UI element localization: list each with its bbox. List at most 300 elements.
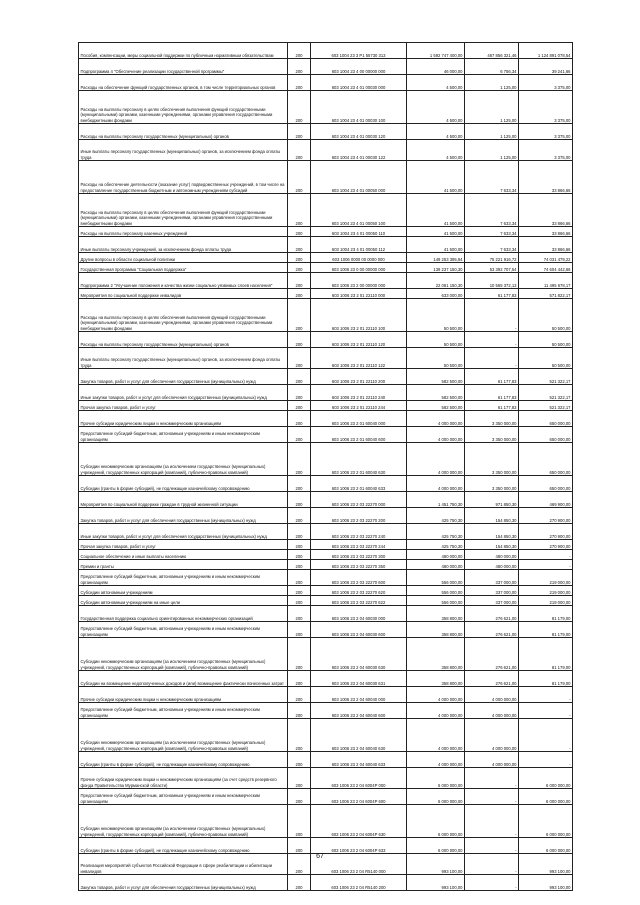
row-kbk-cell: 603 1006 23 2 03 22270 600 (311, 570, 407, 586)
row-executed-cell: 7 633,34 (465, 237, 519, 253)
row-executed-cell: 1 125,00 (465, 124, 519, 140)
row-name-cell: Закупка товаров, работ и услуг для обеспечения государственных (муниципальных) нужд (79, 369, 288, 385)
row-approved-cell: 149 253 395,94 (407, 253, 465, 263)
table-row (79, 540, 573, 550)
budget-report-page (78, 42, 572, 891)
row-kbk-cell: 603 1006 23 2 03 22270 300 (311, 550, 407, 560)
row-code-cell: 200 (288, 789, 311, 805)
row-kbk-cell: 603 1006 23 2 01 22110 240 (311, 385, 407, 401)
row-kbk-cell: 603 1006 23 2 04 6004Р 000 (311, 768, 407, 789)
row-executed-cell: 4 000 000,00 (465, 752, 519, 768)
table-row (79, 622, 573, 638)
row-remaining-cell: 3 375,00 (519, 140, 573, 161)
row-code-cell: 200 (288, 570, 311, 586)
row-name-cell: Расходы на выплаты персоналу казенных учреждений (79, 227, 288, 237)
row-code-cell: 200 (288, 596, 311, 606)
row-code-cell: 200 (288, 253, 311, 263)
row-executed-cell: 154 850,30 (465, 508, 519, 524)
row-code-cell: 200 (288, 752, 311, 768)
page-number: 67 (316, 853, 324, 860)
row-name-cell: Мероприятия по социальной поддержке инвалидов (79, 289, 288, 299)
row-approved-cell: 4 000 000,00 (407, 687, 465, 703)
row-name-cell: Подпрограмма 4 "Обеспечение реализации государственной программы" (79, 59, 288, 75)
row-code-cell: 200 (288, 550, 311, 560)
row-code-cell: 200 (288, 124, 311, 140)
row-code-cell: 200 (288, 476, 311, 492)
table-row (79, 348, 573, 369)
row-remaining-cell: 219 000,00 (519, 586, 573, 596)
row-kbk-cell: 603 1006 0000 00 0000 000 (311, 253, 407, 263)
row-executed-cell: - (465, 805, 519, 838)
row-remaining-cell: - (519, 719, 573, 752)
row-code-cell: 200 (288, 263, 311, 273)
row-code-cell: 200 (288, 875, 311, 891)
row-code-cell: 200 (288, 237, 311, 253)
row-kbk-cell: 603 1006 23 2 04 60030 000 (311, 606, 407, 622)
row-remaining-cell: 33 866,66 (519, 237, 573, 253)
row-executed-cell: - (465, 348, 519, 369)
row-name-cell: Предоставление субсидий бюджетным, автономным учреждениям и иным некоммерческим организациям (79, 427, 288, 443)
row-executed-cell: 4 000 000,00 (465, 687, 519, 703)
row-kbk-cell: 603 1004 23 4 01 00030 000 (311, 75, 407, 91)
table-row (79, 401, 573, 411)
row-name-cell: Иные выплаты персоналу государственных (муниципальных) органов, за исключением фонда оплаты труда (79, 348, 288, 369)
row-remaining-cell: 270 900,00 (519, 524, 573, 540)
table-row (79, 443, 573, 476)
row-approved-cell: 556 000,00 (407, 586, 465, 596)
row-kbk-cell: 603 1006 23 2 04 60030 600 (311, 622, 407, 638)
table-row (79, 671, 573, 687)
row-name-cell: Расходы на обеспечение функций государственных органов, в том числе территориальных органов (79, 75, 288, 91)
row-kbk-cell: 603 1006 23 2 04 60040 630 (311, 719, 407, 752)
row-name-cell: Прочая закупка товаров, работ и услуг (79, 540, 288, 550)
row-name-cell: Субсидии автономным учреждениям (79, 586, 288, 596)
row-kbk-cell: 603 1006 23 2 04 6004Р 600 (311, 789, 407, 805)
row-approved-cell: 22 061 150,30 (407, 273, 465, 289)
row-executed-cell: 276 621,00 (465, 638, 519, 671)
row-executed-cell: 7 633,34 (465, 194, 519, 227)
row-name-cell: Субсидии автономным учреждениям на иные цели (79, 596, 288, 606)
row-name-cell: Предоставление субсидий бюджетным, автономным учреждениям и иным некоммерческим организациям (79, 570, 288, 586)
row-code-cell: 200 (288, 385, 311, 401)
row-code-cell: 200 (288, 606, 311, 622)
row-executed-cell: 53 392 707,54 (465, 263, 519, 273)
row-approved-cell: 633 000,00 (407, 289, 465, 299)
row-name-cell: Иные выплаты персоналу государственных (муниципальных) органов, за исключением фонда оплаты труда (79, 140, 288, 161)
row-remaining-cell: 521 322,17 (519, 385, 573, 401)
row-kbk-cell: 603 1006 23 2 04 60040 600 (311, 703, 407, 719)
row-code-cell: 200 (288, 671, 311, 687)
row-kbk-cell: 603 1004 23 4 01 00050 112 (311, 237, 407, 253)
row-kbk-cell: 603 1006 23 2 01 22110 122 (311, 348, 407, 369)
row-code-cell: 200 (288, 540, 311, 550)
row-code-cell: 200 (288, 427, 311, 443)
row-remaining-cell: 81 179,00 (519, 671, 573, 687)
row-approved-cell: 6 000 000,00 (407, 789, 465, 805)
row-approved-cell: 41 500,00 (407, 194, 465, 227)
table-row (79, 194, 573, 227)
row-code-cell: 200 (288, 524, 311, 540)
table-row (79, 59, 573, 75)
row-kbk-cell: 603 1006 23 2 04 60030 631 (311, 671, 407, 687)
row-approved-cell: 6 000 000,00 (407, 805, 465, 838)
table-row (79, 805, 573, 838)
row-executed-cell: 10 565 372,13 (465, 273, 519, 289)
row-kbk-cell: 603 1004 23 4 01 00030 122 (311, 140, 407, 161)
table-row (79, 91, 573, 124)
row-executed-cell: 480 000,00 (465, 550, 519, 560)
row-code-cell: 200 (288, 508, 311, 524)
row-approved-cell: 993 100,00 (407, 875, 465, 891)
table-row (79, 227, 573, 237)
row-approved-cell: 4 000 000,00 (407, 427, 465, 443)
row-name-cell: Субсидии некоммерческим организациям (за исключением государственных (муниципальных) учреждений, государственных корпораций (компаний), публично-правовых компаний) (79, 719, 288, 752)
row-kbk-cell: 603 1006 23 2 01 22110 200 (311, 369, 407, 385)
row-remaining-cell: 270 900,00 (519, 508, 573, 524)
row-kbk-cell: 603 1006 23 2 01 22110 120 (311, 332, 407, 348)
row-remaining-cell: 469 900,00 (519, 492, 573, 508)
table-row (79, 596, 573, 606)
row-remaining-cell: 650 000,00 (519, 476, 573, 492)
row-code-cell: 200 (288, 299, 311, 332)
row-executed-cell: 4 000 000,00 (465, 703, 519, 719)
row-approved-cell: 582 500,00 (407, 369, 465, 385)
row-approved-cell: 358 800,00 (407, 622, 465, 638)
row-executed-cell: 7 633,34 (465, 161, 519, 194)
row-remaining-cell: - (519, 560, 573, 570)
table-row (79, 289, 573, 299)
table-row (79, 838, 573, 854)
row-code-cell: 200 (288, 703, 311, 719)
row-kbk-cell: 603 1006 23 2 03 22270 240 (311, 524, 407, 540)
row-approved-cell: 50 500,00 (407, 348, 465, 369)
row-code-cell: 200 (288, 59, 311, 75)
table-row (79, 75, 573, 91)
row-code-cell: 200 (288, 560, 311, 570)
row-approved-cell: 4 000 000,00 (407, 719, 465, 752)
table-row (79, 789, 573, 805)
table-row (79, 140, 573, 161)
row-remaining-cell: 3 375,00 (519, 124, 573, 140)
row-approved-cell: 358 800,00 (407, 671, 465, 687)
table-row (79, 237, 573, 253)
row-executed-cell: 6 756,34 (465, 59, 519, 75)
row-approved-cell: 1 451 750,30 (407, 492, 465, 508)
row-name-cell: Закупка товаров, работ и услуг для обеспечения государственных (муниципальных) нужд (79, 508, 288, 524)
row-kbk-cell: 603 1006 23 2 03 22270 620 (311, 586, 407, 596)
row-code-cell: 200 (288, 622, 311, 638)
table-row (79, 586, 573, 596)
row-remaining-cell: 74 031 479,22 (519, 253, 573, 263)
table-row (79, 263, 573, 273)
row-name-cell: Подпрограмма 2 "Улучшение положения и качества жизни социально уязвимых слоев населения" (79, 273, 288, 289)
table-row (79, 43, 573, 59)
table-row (79, 161, 573, 194)
row-kbk-cell: 603 1006 23 2 04 60030 630 (311, 638, 407, 671)
row-kbk-cell: 603 1006 23 2 00 00000 000 (311, 273, 407, 289)
row-remaining-cell: 1 124 891 078,54 (519, 43, 573, 59)
row-executed-cell: 276 621,00 (465, 622, 519, 638)
row-name-cell: Государственная поддержка социально ориентированных некоммерческих организаций (79, 606, 288, 622)
row-kbk-cell: 603 1004 23 4 01 00050 000 (311, 161, 407, 194)
row-remaining-cell: 33 866,66 (519, 161, 573, 194)
table-row (79, 560, 573, 570)
row-name-cell: Пособия, компенсации, меры социальной поддержки по публичным нормативным обязательствам (79, 43, 288, 59)
row-executed-cell: 467 856 321,46 (465, 43, 519, 59)
row-remaining-cell: 6 000 000,00 (519, 789, 573, 805)
row-executed-cell: 4 000 000,00 (465, 719, 519, 752)
row-remaining-cell: 6 000 000,00 (519, 768, 573, 789)
row-approved-cell: 50 500,00 (407, 332, 465, 348)
row-kbk-cell: 603 1006 23 2 04 R5140 200 (311, 875, 407, 891)
row-executed-cell: 3 350 000,00 (465, 427, 519, 443)
row-remaining-cell: - (519, 752, 573, 768)
row-approved-cell: 556 000,00 (407, 570, 465, 586)
row-remaining-cell: 81 179,00 (519, 638, 573, 671)
row-kbk-cell: 603 1006 23 2 04 6004Р 630 (311, 805, 407, 838)
row-code-cell: 200 (288, 273, 311, 289)
row-name-cell: Субсидии (гранты в форме субсидий), не подлежащие казначейскому сопровождению (79, 752, 288, 768)
row-approved-cell: 41 500,00 (407, 161, 465, 194)
row-approved-cell: 480 000,00 (407, 550, 465, 560)
row-name-cell: Предоставление субсидий бюджетным, автономным учреждениям и иным некоммерческим организациям (79, 703, 288, 719)
row-remaining-cell: 81 179,00 (519, 622, 573, 638)
table-row (79, 752, 573, 768)
row-kbk-cell: 603 1006 23 2 01 60040 630 (311, 443, 407, 476)
table-row (79, 385, 573, 401)
table-row (79, 550, 573, 560)
row-code-cell: 200 (288, 411, 311, 427)
table-row (79, 524, 573, 540)
row-executed-cell: 75 221 916,72 (465, 253, 519, 263)
row-executed-cell: 61 177,83 (465, 369, 519, 385)
row-approved-cell: 6 000 000,00 (407, 768, 465, 789)
row-approved-cell: 4 500,00 (407, 75, 465, 91)
row-remaining-cell: 650 000,00 (519, 443, 573, 476)
row-approved-cell: 358 800,00 (407, 606, 465, 622)
row-kbk-cell: 603 1006 23 2 04 6004Р 633 (311, 838, 407, 854)
row-remaining-cell: 6 000 000,00 (519, 805, 573, 838)
row-approved-cell: 4 500,00 (407, 140, 465, 161)
row-name-cell: Субсидии некоммерческим организациям (за исключением государственных (муниципальных) учреждений, государственных корпораций (компаний), публично-правовых компаний) (79, 805, 288, 838)
table-row (79, 719, 573, 752)
row-remaining-cell: 219 000,00 (519, 596, 573, 606)
row-approved-cell: 425 750,30 (407, 540, 465, 550)
row-code-cell: 200 (288, 75, 311, 91)
row-kbk-cell: 603 1006 23 2 01 22110 000 (311, 289, 407, 299)
row-name-cell: Другие вопросы в области социальной политики (79, 253, 288, 263)
row-remaining-cell: 270 900,00 (519, 540, 573, 550)
row-kbk-cell: 603 1006 23 2 04 R5140 000 (311, 854, 407, 875)
row-executed-cell: 276 621,00 (465, 606, 519, 622)
row-remaining-cell: 521 322,17 (519, 369, 573, 385)
row-kbk-cell: 603 1004 23 3 P1 55730 313 (311, 43, 407, 59)
row-executed-cell: 3 350 000,00 (465, 476, 519, 492)
table-row (79, 253, 573, 263)
row-remaining-cell: 3 375,00 (519, 91, 573, 124)
table-row (79, 703, 573, 719)
row-remaining-cell: 571 822,17 (519, 289, 573, 299)
row-approved-cell: 582 500,00 (407, 401, 465, 411)
row-executed-cell: 971 850,30 (465, 492, 519, 508)
row-name-cell: Иные закупки товаров, работ и услуг для обеспечения государственных (муниципальных) нужд (79, 385, 288, 401)
row-kbk-cell: 603 1004 23 4 01 00030 120 (311, 124, 407, 140)
table-row (79, 411, 573, 427)
row-remaining-cell: 993 100,00 (519, 875, 573, 891)
row-name-cell: Государственная программа "Социальная поддержка" (79, 263, 288, 273)
row-approved-cell: 1 592 747 400,00 (407, 43, 465, 59)
row-code-cell: 200 (288, 768, 311, 789)
row-name-cell: Прочие субсидии юридическим лицам и некоммерческим организациям (за счет средств резервного фонда Правительства Мурманской области) (79, 768, 288, 789)
row-approved-cell: 4 000 000,00 (407, 703, 465, 719)
row-kbk-cell: 603 1004 23 4 01 00030 100 (311, 91, 407, 124)
row-approved-cell: 425 750,30 (407, 524, 465, 540)
row-name-cell: Прочие субсидии юридическим лицам и некоммерческим организациям (79, 411, 288, 427)
row-remaining-cell: 50 500,00 (519, 332, 573, 348)
row-approved-cell: 139 237 150,30 (407, 263, 465, 273)
row-executed-cell: 1 125,00 (465, 75, 519, 91)
row-remaining-cell: 993 100,00 (519, 854, 573, 875)
row-executed-cell: - (465, 299, 519, 332)
row-kbk-cell: 603 1006 23 0 00 00000 000 (311, 263, 407, 273)
row-approved-cell: 4 500,00 (407, 91, 465, 124)
row-remaining-cell: - (519, 703, 573, 719)
row-kbk-cell: 603 1006 23 2 01 22110 244 (311, 401, 407, 411)
row-approved-cell: 41 500,00 (407, 237, 465, 253)
row-executed-cell: 1 125,00 (465, 140, 519, 161)
row-name-cell: Субсидии (гранты в форме субсидий), не подлежащие казначейскому сопровождению (79, 838, 288, 854)
row-code-cell: 200 (288, 161, 311, 194)
row-approved-cell: 46 000,00 (407, 59, 465, 75)
row-executed-cell: - (465, 768, 519, 789)
row-code-cell: 200 (288, 492, 311, 508)
table-row (79, 299, 573, 332)
row-approved-cell: 4 000 000,00 (407, 443, 465, 476)
row-code-cell: 200 (288, 289, 311, 299)
row-name-cell: Расходы на выплаты персоналу государственных (муниципальных) органов (79, 332, 288, 348)
row-approved-cell: 480 000,00 (407, 560, 465, 570)
row-code-cell: 200 (288, 586, 311, 596)
row-name-cell: Расходы на выплаты персоналу в целях обеспечения выполнения функций государственными (муниципальными) органами, казенными учреждениями, органами управления государственными внебюджетными фондами (79, 299, 288, 332)
row-approved-cell: 4 000 000,00 (407, 411, 465, 427)
table-row (79, 875, 573, 891)
row-code-cell: 200 (288, 638, 311, 671)
row-approved-cell: 41 500,00 (407, 227, 465, 237)
table-row (79, 768, 573, 789)
row-executed-cell: - (465, 838, 519, 854)
row-code-cell: 200 (288, 369, 311, 385)
row-executed-cell: 3 350 000,00 (465, 411, 519, 427)
row-executed-cell: 3 350 000,00 (465, 443, 519, 476)
row-kbk-cell: 603 1006 23 2 03 22270 200 (311, 508, 407, 524)
row-name-cell: Расходы на выплаты персоналу государственных (муниципальных) органов (79, 124, 288, 140)
row-executed-cell: 61 177,83 (465, 289, 519, 299)
row-approved-cell: 4 500,00 (407, 124, 465, 140)
row-approved-cell: 4 000 000,00 (407, 752, 465, 768)
row-name-cell: Расходы на обеспечение деятельности (оказание услуг) подведомственных учреждений, в том числе на предоставление государственным бюджетным и автономным учреждениям субсидий (79, 161, 288, 194)
row-remaining-cell: 39 241,66 (519, 59, 573, 75)
row-name-cell: Расходы на выплаты персоналу в целях обеспечения выполнения функций государственными (муниципальными) органами, казенными учреждениями, органами управления государственными внебюджетными фондами (79, 91, 288, 124)
row-code-cell: 200 (288, 687, 311, 703)
row-kbk-cell: 603 1006 23 2 04 60040 633 (311, 752, 407, 768)
row-remaining-cell: 650 000,00 (519, 411, 573, 427)
table-row (79, 273, 573, 289)
row-kbk-cell: 603 1006 23 2 03 22270 000 (311, 492, 407, 508)
row-name-cell: Субсидии некоммерческим организациям (за исключением государственных (муниципальных) учреждений, государственных корпораций (компаний), публично-правовых компаний) (79, 443, 288, 476)
row-name-cell: Премии и гранты (79, 560, 288, 570)
row-code-cell: 200 (288, 140, 311, 161)
row-executed-cell: 7 633,34 (465, 227, 519, 237)
row-code-cell: 200 (288, 227, 311, 237)
row-name-cell: Расходы на выплаты персоналу в целях обеспечения выполнения функций государственными (муниципальными) органами, казенными учреждениями, органами управления государственными внебюджетными фондами (79, 194, 288, 227)
row-remaining-cell: 219 000,00 (519, 570, 573, 586)
table-row (79, 606, 573, 622)
row-remaining-cell: 33 866,66 (519, 227, 573, 237)
row-code-cell: 200 (288, 838, 311, 854)
row-code-cell: 200 (288, 91, 311, 124)
row-code-cell: 200 (288, 43, 311, 59)
row-remaining-cell: 50 500,00 (519, 348, 573, 369)
row-name-cell: Иные закупки товаров, работ и услуг для обеспечения государственных (муниципальных) нужд (79, 524, 288, 540)
table-row (79, 492, 573, 508)
row-kbk-cell: 603 1006 23 2 01 60040 000 (311, 411, 407, 427)
row-remaining-cell: 11 495 678,17 (519, 273, 573, 289)
row-executed-cell: 61 177,83 (465, 401, 519, 411)
table-row (79, 369, 573, 385)
table-row (79, 570, 573, 586)
row-kbk-cell: 603 1006 23 2 01 22110 100 (311, 299, 407, 332)
row-approved-cell: 6 000 000,00 (407, 838, 465, 854)
row-remaining-cell: 50 500,00 (519, 299, 573, 332)
row-executed-cell: - (465, 789, 519, 805)
table-row (79, 124, 573, 140)
row-approved-cell: 556 000,00 (407, 596, 465, 606)
row-remaining-cell: 6 000 000,00 (519, 838, 573, 854)
budget-table (78, 42, 573, 891)
row-name-cell: Иные выплаты персоналу учреждений, за исключением фонда оплаты труда (79, 237, 288, 253)
row-name-cell: Предоставление субсидий бюджетным, автономным учреждениям и иным некоммерческим организациям (79, 789, 288, 805)
row-kbk-cell: 603 1004 23 4 01 00050 110 (311, 227, 407, 237)
row-remaining-cell: - (519, 687, 573, 703)
row-name-cell: Прочая закупка товаров, работ и услуг (79, 401, 288, 411)
row-kbk-cell: 603 1004 23 4 00 00000 000 (311, 59, 407, 75)
row-remaining-cell: 3 375,00 (519, 75, 573, 91)
row-code-cell: 200 (288, 194, 311, 227)
row-executed-cell: 480 000,00 (465, 560, 519, 570)
table-row (79, 638, 573, 671)
row-name-cell: Прочие субсидии юридическим лицам и некоммерческим организациям (79, 687, 288, 703)
row-name-cell: Предоставление субсидий бюджетным, автономным учреждениям и иным некоммерческим организациям (79, 622, 288, 638)
row-code-cell: 200 (288, 805, 311, 838)
table-row (79, 508, 573, 524)
table-row (79, 332, 573, 348)
row-kbk-cell: 603 1006 23 2 03 22270 622 (311, 596, 407, 606)
row-executed-cell: - (465, 854, 519, 875)
row-code-cell: 200 (288, 854, 311, 875)
row-approved-cell: 582 500,00 (407, 385, 465, 401)
row-name-cell: Субсидии некоммерческим организациям (за исключением государственных (муниципальных) учреждений, государственных корпораций (компаний), публично-правовых компаний) (79, 638, 288, 671)
row-kbk-cell: 603 1004 23 4 01 00050 100 (311, 194, 407, 227)
row-name-cell: Закупка товаров, работ и услуг для обеспечения государственных (муниципальных) нужд (79, 875, 288, 891)
row-executed-cell: 337 000,00 (465, 586, 519, 596)
row-name-cell: Мероприятия по социальной поддержке граждан в трудной жизненной ситуации (79, 492, 288, 508)
row-executed-cell: 154 850,30 (465, 540, 519, 550)
row-name-cell: Социальное обеспечение и иные выплаты населению (79, 550, 288, 560)
row-executed-cell: - (465, 875, 519, 891)
row-name-cell: Субсидии на возмещение недополученных доходов и (или) возмещение фактически понесенных затрат (79, 671, 288, 687)
row-executed-cell: 337 000,00 (465, 570, 519, 586)
row-kbk-cell: 603 1006 23 2 01 60040 633 (311, 476, 407, 492)
